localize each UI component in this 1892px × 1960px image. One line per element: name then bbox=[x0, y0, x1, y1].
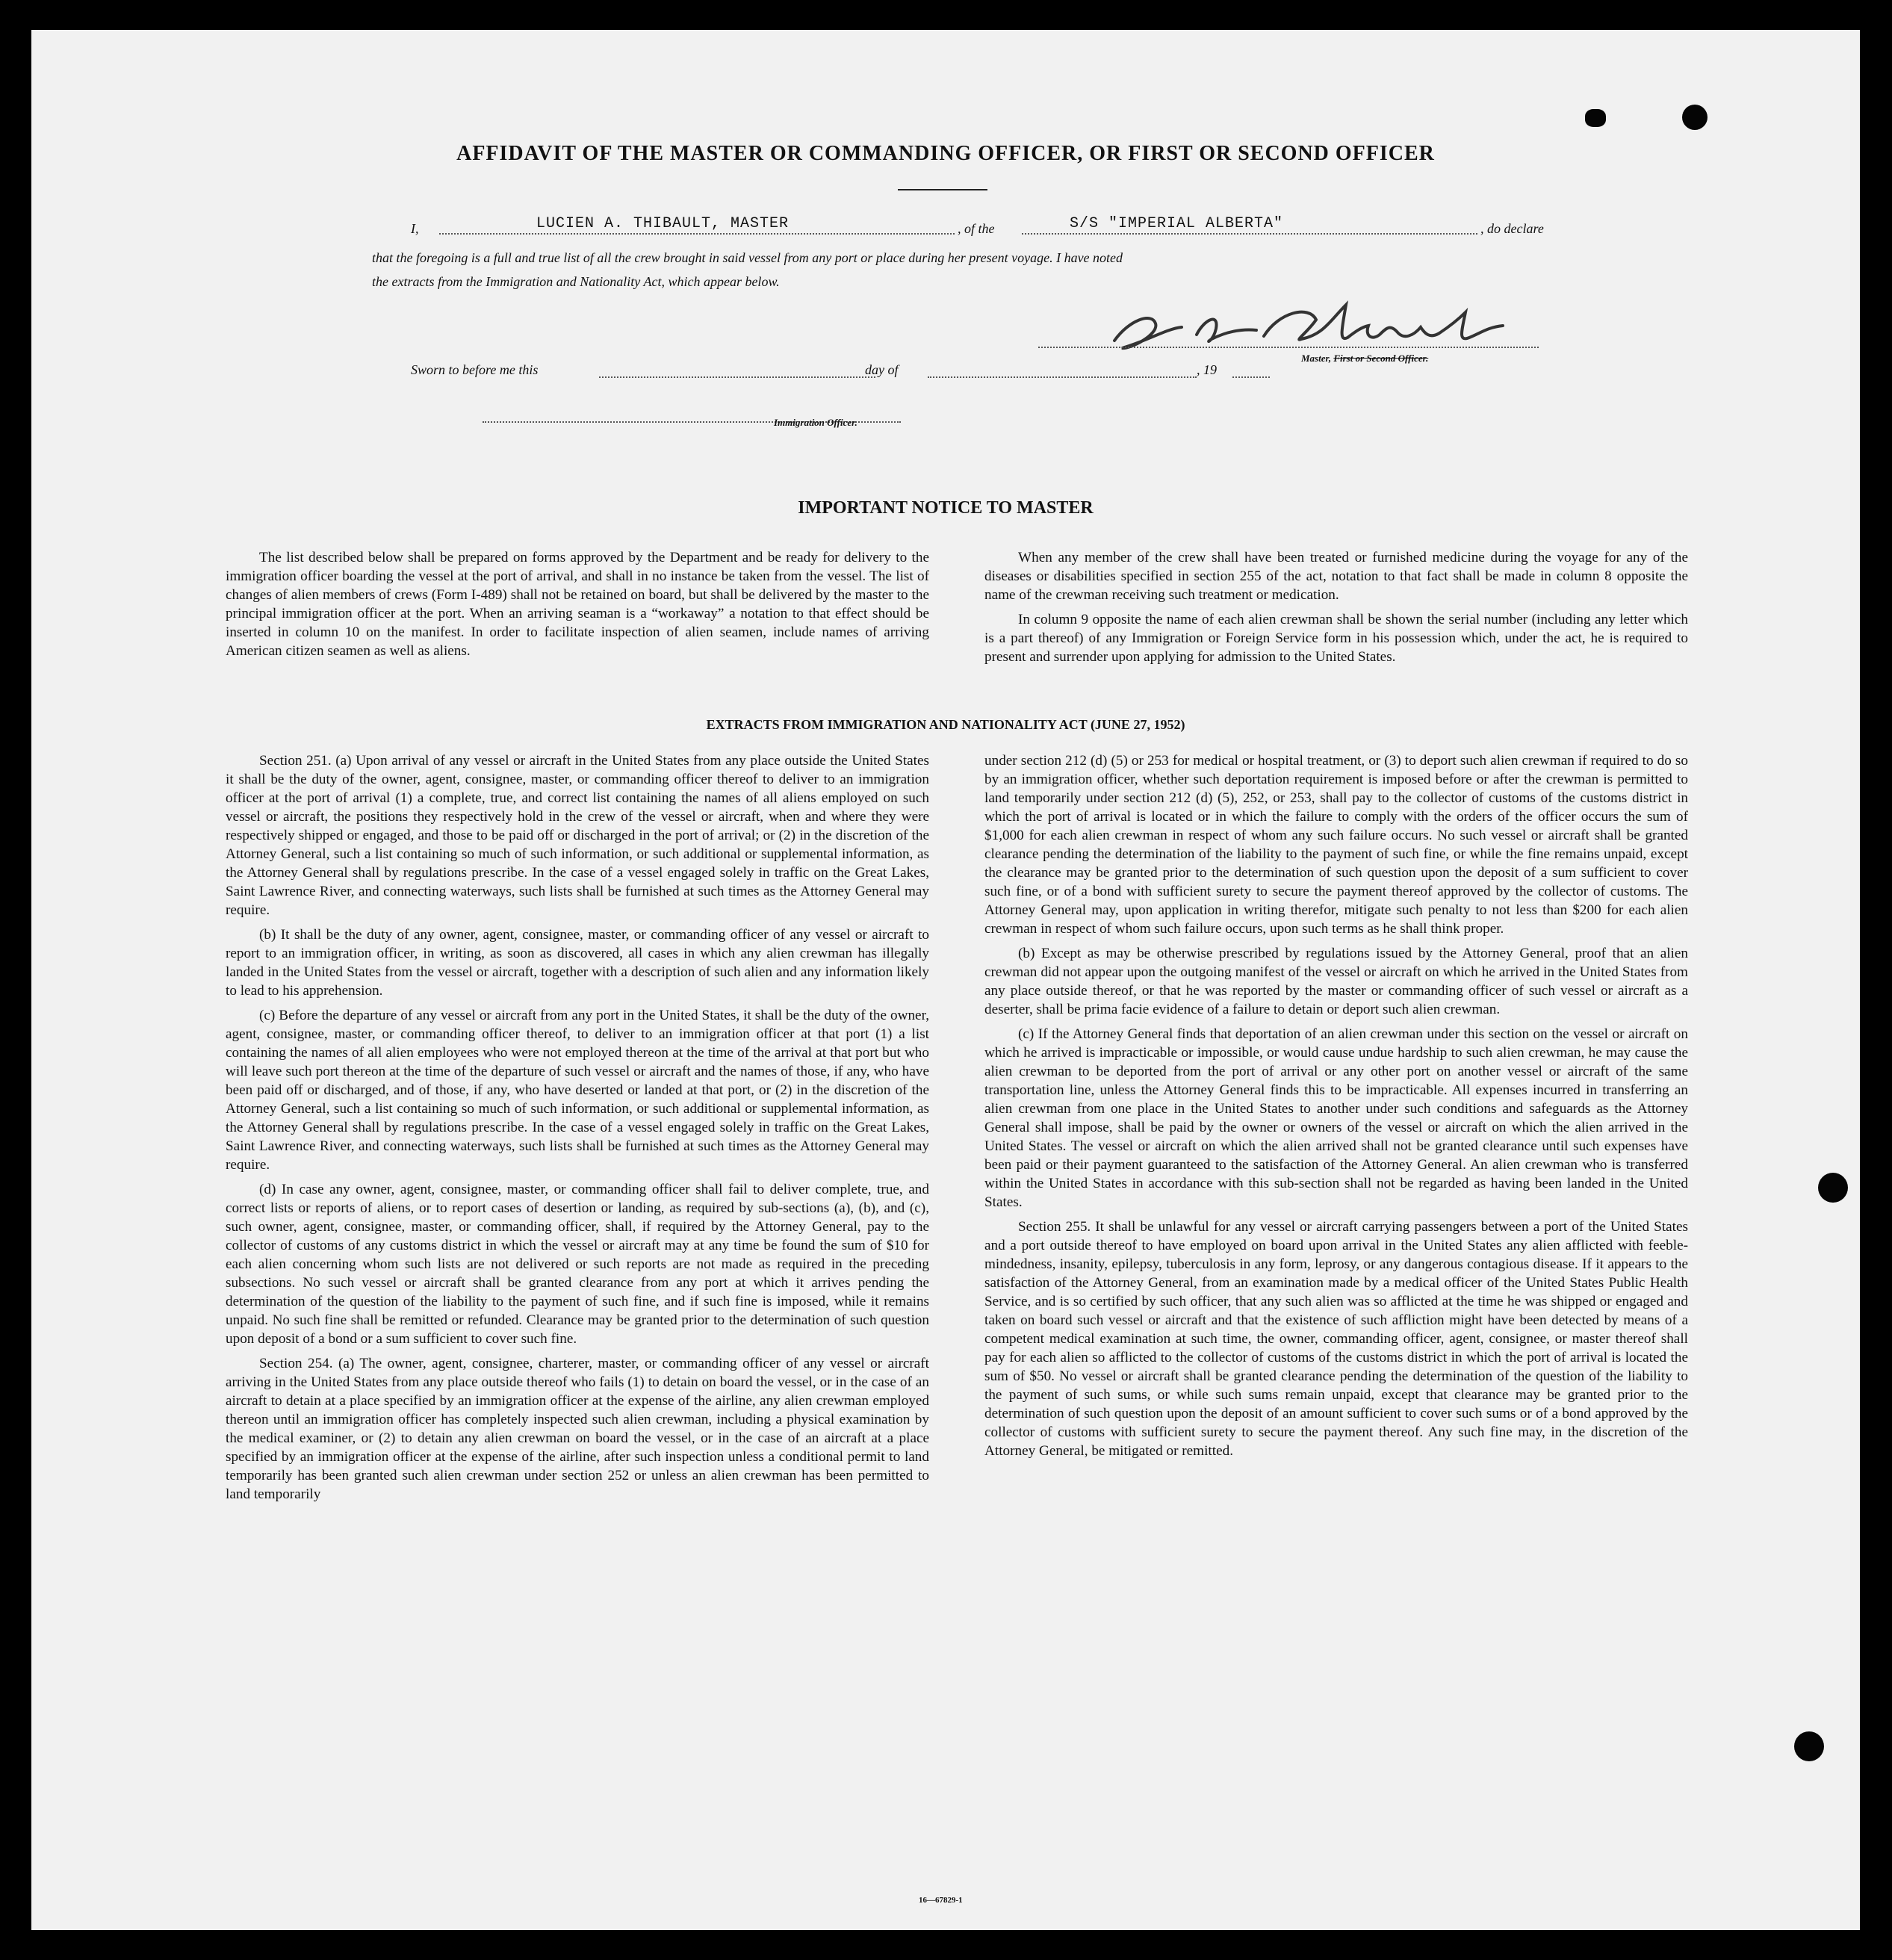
punch-hole-mark bbox=[1794, 1731, 1824, 1761]
extract-section-255: Section 255. It shall be unlawful for any vessel or aircraft carrying passengers between a port of the United States and a port outside thereof to have employed on board upon arrival in the United States any alien afflicted with feeble-mindedness, insanity, epilepsy, tuberculosis in any form, leprosy, or any dangerous contagious disease. If it appears to the satisfaction of the Attorney General, from an examination made by a medical officer of the United States Public Health Service, and is so certified by such officer, that any such alien was so afflicted at the time he was shipped or engaged and taken on board such vessel or aircraft and that the existence of such affliction might have been detected by means of a competent medical examination at such time, the owner, commanding officer, agent, consignee, or master thereof shall pay for each alien so afflicted to the collector of customs of the customs district in which the port of arrival is located the sum of $50. No vessel or aircraft shall be granted clearance pending the determination of the question of the liability to the payment of such sums, or while such sums remain unpaid, except that clearance may be granted prior to the determination of such question upon the deposit of an amount sufficient to cover such sums or of a bond approved by the collector of customs with sufficient surety to secure the payment thereof. Any such fine may, in the discretion of the Attorney General, be mitigated or remitted. bbox=[984, 1219, 1688, 1459]
do-declare-label: , do declare bbox=[1480, 221, 1544, 236]
master-name: LUCIEN A. THIBAULT, MASTER bbox=[536, 215, 790, 232]
year-label: , 19 bbox=[1197, 362, 1217, 377]
sworn-month-field bbox=[928, 359, 1197, 378]
signature-caption: Master, First or Second Officer. bbox=[1301, 353, 1429, 364]
notice-right-paragraph-2: In column 9 opposite the name of each alien crewman shall be shown the serial number (including any letter which is a part thereof) of any Immigration or Foreign Service form in his possession which, under the act, he is required to present and surrender upon applying for admission to the United States. bbox=[984, 612, 1688, 665]
officer-caption: Immigration Officer. bbox=[774, 417, 857, 428]
punch-hole-mark bbox=[1818, 1173, 1848, 1203]
extract-section-254c: (c) If the Attorney General finds that deportation of an alien crewman under this section on the vessel or aircraft on which he arrived is impracticable or impossible, or would cause undue hardship to such alien crewman, he may cause the alien crewman to be deported from the port of arrival or any other port on another vessel or aircraft of the same transportation line, unless the Attorney General finds this to be impracticable. All expenses incurred in transferring an alien crewman from one place in the United States to another under such conditions and safeguards as the Attorney General shall impose, shall be paid by the owner or owners of the vessel or aircraft on which the alien arrived in the United States. The vessel or aircraft on which the alien arrived shall not be granted clearance until such expenses have been paid or their payment guaranteed to the satisfaction of the Attorney General. An alien crewman who is transferred within the United States in accordance with this sub-section shall not be regarded as having been landed in the United States. bbox=[984, 1026, 1688, 1210]
form-code: 16—67829-1 bbox=[919, 1896, 963, 1905]
ink-blot-mark bbox=[1585, 109, 1606, 127]
statement-line-2: the extracts from the Immigration and Nationality Act, which appear below. bbox=[372, 274, 780, 289]
sworn-year-field bbox=[1232, 359, 1270, 378]
of-the-label: , of the bbox=[958, 221, 995, 236]
notice-right-column bbox=[984, 548, 1688, 672]
sworn-day-field bbox=[599, 359, 875, 378]
punch-hole-mark bbox=[1682, 105, 1708, 130]
affidavit-title: AFFIDAVIT OF THE MASTER OR COMMANDING OFFICER, OR FIRST OR SECOND OFFICER bbox=[456, 142, 1435, 165]
extract-section-254a-continued: under section 212 (d) (5) or 253 for medical or hospital treatment, or (3) to deport such alien crewman if required to do so by an immigration officer, whether such deportation requirement is imposed before or after the crewman is permitted to land temporarily under section 212 (d) (5), 252, or 253, shall pay to the collector of customs of the customs district in which the port of arrival is located or in which the failure to comply with the orders of the officer occurs the sum of $1,000 for each alien crewman in respect of whom any such failure occurs. No such vessel or aircraft shall be granted clearance pending the determination of the liability to the payment of such fine, or while the fine remains unpaid, except the clearance may be granted prior to the determination of such question upon the deposit of a sum sufficient to cover such fine, or of a bond with sufficient surety to secure the payment thereof approved by the collector of customs. The Attorney General may, upon application in writing therefor, mitigate such penalty to not less than $200 for each alien crewman in respect of whom such failure occurs, upon such terms as he shall think proper. bbox=[984, 753, 1688, 937]
sworn-label: Sworn to before me this bbox=[411, 362, 539, 377]
notice-left-paragraph: The list described below shall be prepared on forms approved by the Department and be ready for delivery to the immigration officer boarding the vessel at the port of arrival, and shall in no instance be taken from the vessel. The list of changes of alien members of crews (Form I-489) shall not be retained on board, but shall be delivered by the master to the principal immigration officer at the port. When an arriving seaman is a “workaway” a notation to that effect should be inserted in column 10 on the manifest. In order to facilitate inspection of alien seamen, include names of arriving American citizen seamen as well as aliens. bbox=[226, 550, 929, 659]
extract-section-251a: Section 251. (a) Upon arrival of any vessel or aircraft in the United States from any place outside the United States it shall be the duty of the owner, agent, consignee, master, or commanding officer thereof to deliver to an immigration officer at the port of arrival (1) a complete, true, and correct list containing the names of all aliens employed on such vessel or aircraft, the positions they respectively hold in the crew of the vessel or aircraft, when and where they were respectively shipped or engaged, and those to be paid off or discharged in the port of arrival; or (2) in the discretion of the Attorney General, such a list containing so much of such information, or such additional or supplemental information, as the Attorney General shall by regulations prescribe. In the case of a vessel engaged solely in traffic on the Great Lakes, Saint Lawrence River, and connecting waterways, such lists shall be furnished at such times as the Attorney General may require. bbox=[226, 753, 929, 918]
document-page bbox=[31, 30, 1860, 1930]
extract-section-251d: (d) In case any owner, agent, consignee, master, or commanding officer shall fail to deliver complete, true, and correct lists or reports of aliens, or to report cases of desertion or landing, as required by sub-sections (a), (b), and (c), such owner, agent, consignee, master, or commanding officer, shall, if required by the Attorney General, pay to the collector of customs of any customs district in which the vessel or aircraft may at any time be found the sum of $10 for each alien concerning whom such lists are not delivered or such reports are not made as required in the preceding subsections. No such vessel or aircraft shall be granted clearance from any port at which it arrives pending the determination of the question of the liability to the payment of such fine, and if such fine is imposed, while it remains unpaid. No such fine shall be remitted or refunded. Clearance may be granted prior to the determination of such question upon deposit of a bond or a sum sufficient to cover such fine. bbox=[226, 1182, 929, 1347]
extracts-left-column bbox=[226, 751, 929, 1510]
extracts-title: EXTRACTS FROM IMMIGRATION AND NATIONALITY ACT (JUNE 27, 1952) bbox=[706, 717, 1185, 732]
notice-title: IMPORTANT NOTICE TO MASTER bbox=[798, 498, 1094, 518]
notice-left-column bbox=[226, 548, 929, 666]
statement-line-1: that the foregoing is a full and true list of all the crew brought in said vessel from any port or place during her present voyage. I have noted bbox=[372, 250, 1123, 265]
title-rule bbox=[898, 189, 987, 190]
signature-line bbox=[1038, 332, 1539, 348]
extract-section-251c: (c) Before the departure of any vessel or aircraft from any port in the United States, it shall be the duty of the owner, agent, consignee, master, or commanding officer thereof, to deliver to an immigration officer at that port (1) a list containing the names of all alien employees who were not employed thereon at the time of the arrival at that port but who will leave such port thereon at the time of the departure of such vessel or aircraft and the names of those, if any, who have been paid off or discharged, and of those, if any, who have deserted or landed at that port, or (2) in the discretion of the Attorney General, such a list containing so much of such information, or such additional or supplemental information, as the Attorney General shall by regulations prescribe. In the case of a vessel engaged solely in traffic on the Great Lakes, Saint Lawrence River, and connecting waterways, such lists shall be furnished at such times as the Attorney General may require. bbox=[226, 1008, 929, 1173]
notice-right-paragraph-1: When any member of the crew shall have been treated or furnished medicine during the voyage for any of the diseases or disabilities specified in section 255 of the act, notation to that fact shall be made in column 8 opposite the name of the crewman receiving such treatment or medication. bbox=[984, 550, 1688, 603]
extracts-right-column bbox=[984, 751, 1688, 1466]
extract-section-251b: (b) It shall be the duty of any owner, agent, consignee, master, or commanding officer of any vessel or aircraft to report to an immigration officer, in writing, as soon as discovered, all cases in which any alien crewman has illegally landed in the United States from the vessel or aircraft, together with a description of such alien and any information likely to lead to his apprehension. bbox=[226, 927, 929, 999]
declaration-prefix: I, bbox=[411, 221, 419, 236]
vessel-name: S/S "IMPERIAL ALBERTA" bbox=[1070, 215, 1284, 232]
day-of-label: day of bbox=[865, 362, 899, 377]
extract-section-254b: (b) Except as may be otherwise prescribed by regulations issued by the Attorney General, proof that an alien crewman did not appear upon the outgoing manifest of the vessel or aircraft on which he arrived in the United States from any place outside thereof, or that he was reported by the master or commanding officer of such vessel or aircraft as a deserter, shall be prima facie evidence of a failure to detain or deport such alien crewman. bbox=[984, 946, 1688, 1017]
extract-section-254a: Section 254. (a) The owner, agent, consignee, charterer, master, or commanding officer of any vessel or aircraft arriving in the United States from any place outside thereof who fails (1) to detain on board the vessel, or in the case of an aircraft to detain at a place specified by an immigration officer at the expense of the airline, any alien crewman employed thereon until an immigration officer has completely inspected such alien crewman, including a physical examination by the medical examiner, or (2) to detain any alien crewman on board the vessel, or in the case of an aircraft at a place specified by an immigration officer at the expense of the airline, after such inspection unless a conditional permit to land temporarily has been granted such alien crewman under section 252 or unless an alien crewman has been permitted to land temporarily bbox=[226, 1356, 929, 1502]
